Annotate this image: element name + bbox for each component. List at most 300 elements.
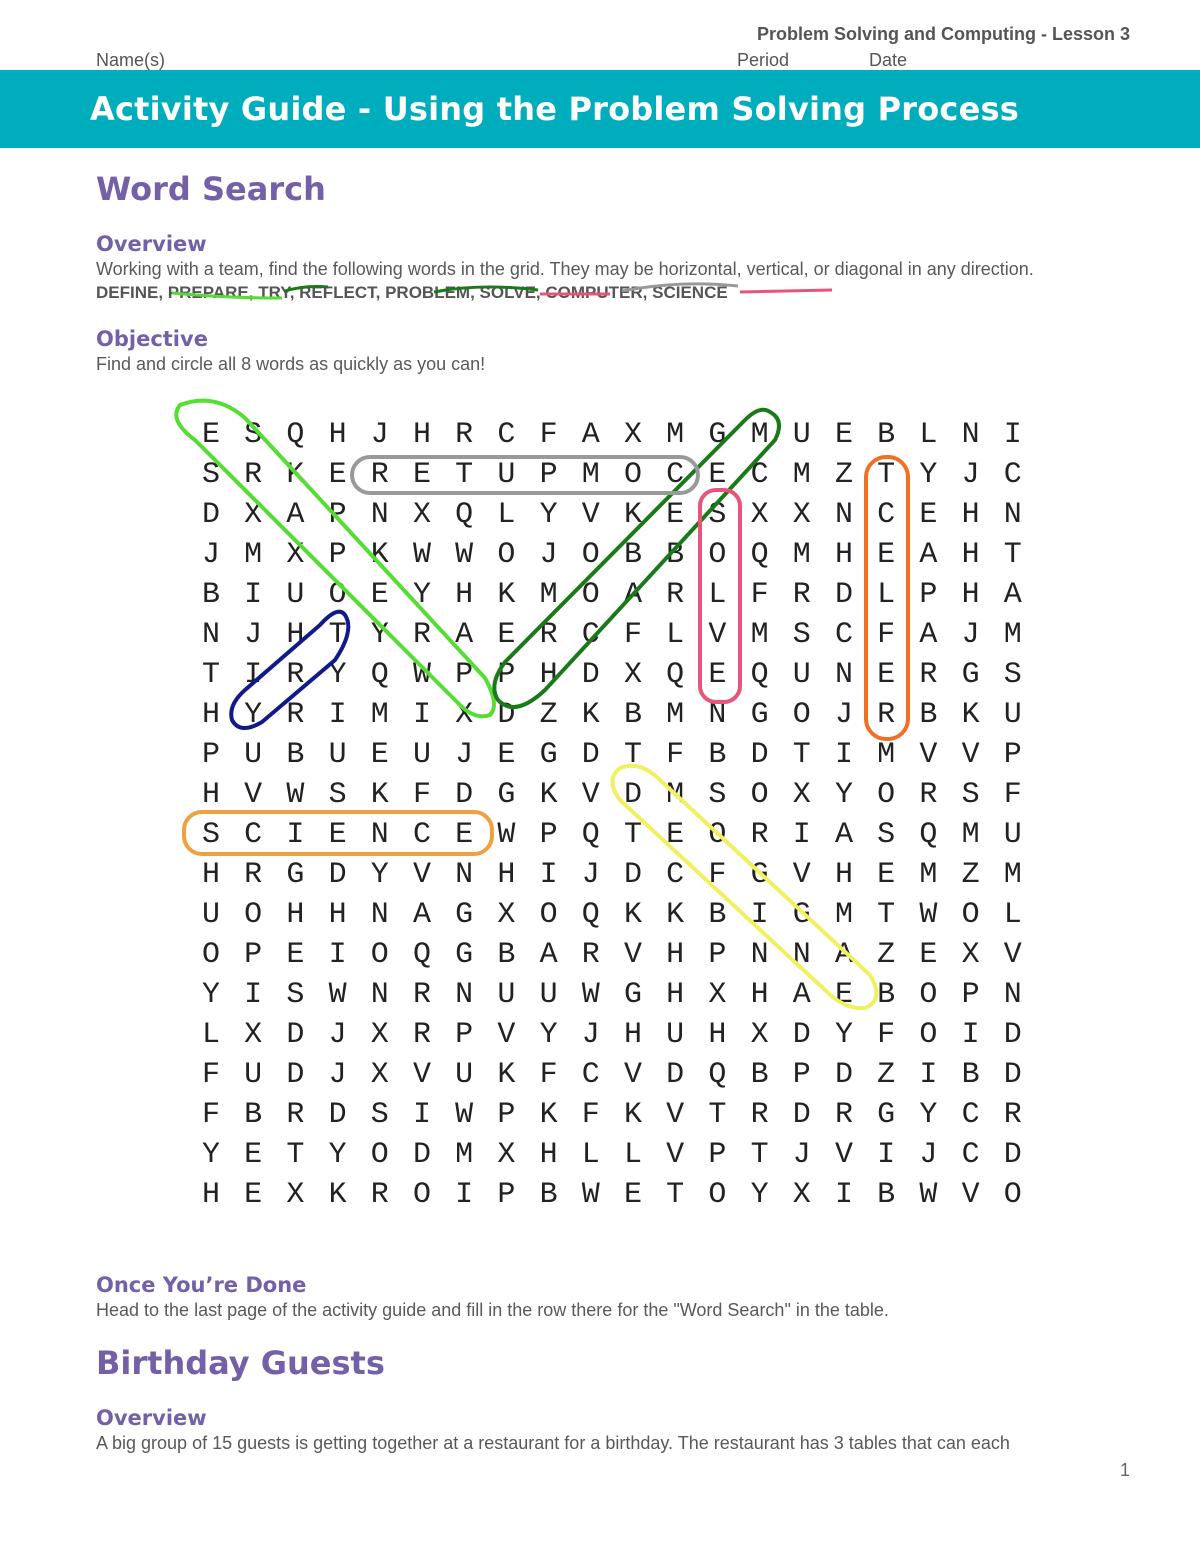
grid-letter: M <box>792 538 811 572</box>
grid-letter: M <box>750 418 769 452</box>
grid-letter: T <box>623 738 642 772</box>
grid-letter: G <box>497 778 516 812</box>
grid-letter: E <box>455 818 474 852</box>
grid-letter: V <box>623 1058 642 1092</box>
grid-letter: U <box>455 1058 474 1092</box>
grid-letter: H <box>623 1018 642 1052</box>
grid-letter: Z <box>877 938 896 972</box>
grid-letter: X <box>244 498 263 532</box>
grid-letter: P <box>792 1058 811 1092</box>
grid-letter: B <box>244 1098 263 1132</box>
grid-letter: R <box>244 458 263 492</box>
grid-letter: T <box>328 618 347 652</box>
grid-letter: T <box>750 1138 769 1172</box>
grid-letter: R <box>792 578 811 612</box>
grid-letter: B <box>539 1178 558 1212</box>
grid-letter: Y <box>834 1018 853 1052</box>
grid-letter: Q <box>750 658 769 692</box>
grid-letter: F <box>708 858 727 892</box>
word-search-overview-text: Working with a team, find the following words in the grid. They may be horizontal, vertical, or diagonal in any direction. <box>96 259 1034 279</box>
grid-letter: P <box>201 738 220 772</box>
grid-letter: W <box>497 818 516 852</box>
grid-letter: E <box>201 418 220 452</box>
grid-letter: J <box>539 538 558 572</box>
grid-letter: I <box>286 818 305 852</box>
grid-letter: X <box>497 898 516 932</box>
grid-letter: M <box>581 458 600 492</box>
grid-letter: P <box>961 978 980 1012</box>
grid-letter: C <box>877 498 896 532</box>
grid-letter: U <box>539 978 558 1012</box>
grid-letter: U <box>328 738 347 772</box>
grid-letter: V <box>961 738 980 772</box>
word-prepare: PREPARE <box>167 283 249 302</box>
grid-letter: N <box>1003 498 1022 532</box>
grid-letter: H <box>539 1138 558 1172</box>
grid-letter: V <box>792 858 811 892</box>
grid-letter: D <box>412 1138 431 1172</box>
grid-letter: O <box>370 938 389 972</box>
grid-letter: P <box>455 1018 474 1052</box>
grid-letter: I <box>412 1098 431 1132</box>
grid-letter: R <box>286 698 305 732</box>
grid-letter: T <box>455 458 474 492</box>
grid-letter: R <box>370 458 389 492</box>
grid-letter: V <box>666 1138 685 1172</box>
grid-letter: K <box>539 778 558 812</box>
grid-letter: S <box>708 498 727 532</box>
grid-letter: X <box>412 498 431 532</box>
grid-letter: W <box>412 538 431 572</box>
grid-letter: E <box>919 938 938 972</box>
grid-letter: P <box>497 658 516 692</box>
grid-letter: E <box>497 618 516 652</box>
grid-letter: U <box>286 578 305 612</box>
grid-letter: Q <box>581 898 600 932</box>
grid-letter: W <box>919 1178 938 1212</box>
grid-letter: Q <box>455 498 474 532</box>
grid-letter: E <box>497 738 516 772</box>
grid-letter: M <box>666 778 685 812</box>
grid-letter: Q <box>919 818 938 852</box>
grid-letter: D <box>666 1058 685 1092</box>
grid-letter: A <box>286 498 305 532</box>
word-reflect: REFLECT <box>299 283 376 302</box>
grid-letter: X <box>244 1018 263 1052</box>
grid-letter: F <box>877 618 896 652</box>
grid-letter: M <box>244 538 263 572</box>
grid-letter: R <box>370 1178 389 1212</box>
grid-letter: K <box>328 1178 347 1212</box>
grid-letter: S <box>286 978 305 1012</box>
grid-letter: I <box>834 738 853 772</box>
grid-letter: R <box>244 858 263 892</box>
grid-letter: T <box>666 1178 685 1212</box>
grid-letter: W <box>328 978 347 1012</box>
grid-letter: B <box>623 698 642 732</box>
grid-letter: N <box>455 858 474 892</box>
grid-letter: X <box>792 1178 811 1212</box>
grid-letter: S <box>708 778 727 812</box>
grid-letter: E <box>623 1178 642 1212</box>
grid-letter: H <box>455 578 474 612</box>
grid-letter: X <box>750 1018 769 1052</box>
grid-letter: M <box>877 738 896 772</box>
grid-letter: J <box>961 458 980 492</box>
grid-letter: X <box>961 938 980 972</box>
grid-letter: R <box>539 618 558 652</box>
grid-letter: D <box>792 1098 811 1132</box>
grid-letter: Q <box>708 1058 727 1092</box>
grid-letter: N <box>370 898 389 932</box>
grid-letter: W <box>412 658 431 692</box>
grid-letter: P <box>328 538 347 572</box>
grid-letter: E <box>286 938 305 972</box>
grid-letter: E <box>919 498 938 532</box>
grid-letter: T <box>708 1098 727 1132</box>
done-text: Head to the last page of the activity guide and fill in the row there for the "Word Search" in the table. <box>96 1300 889 1320</box>
grid-letter: O <box>497 538 516 572</box>
grid-letter: A <box>623 578 642 612</box>
grid-letter: N <box>370 978 389 1012</box>
grid-letter: O <box>244 898 263 932</box>
grid-letter: L <box>919 418 938 452</box>
grid-letter: O <box>370 1138 389 1172</box>
grid-letter: B <box>919 698 938 732</box>
grid-letter: G <box>455 898 474 932</box>
grid-letter: I <box>412 698 431 732</box>
grid-letter: B <box>877 418 896 452</box>
grid-letter: D <box>623 778 642 812</box>
grid-letter: F <box>539 418 558 452</box>
grid-letter: M <box>834 898 853 932</box>
grid-letter: I <box>1003 418 1022 452</box>
grid-letter: X <box>623 418 642 452</box>
grid-letter: M <box>455 1138 474 1172</box>
activity-guide-title: Activity Guide - Using the Problem Solving Process <box>90 90 1019 128</box>
grid-letter: Y <box>539 498 558 532</box>
grid-letter: B <box>708 738 727 772</box>
grid-letter: I <box>455 1178 474 1212</box>
grid-letter: R <box>750 1098 769 1132</box>
grid-letter: H <box>201 1178 220 1212</box>
grid-letter: K <box>539 1098 558 1132</box>
grid-letter: M <box>370 698 389 732</box>
grid-letter: V <box>412 858 431 892</box>
grid-letter: Y <box>370 618 389 652</box>
grid-letter: E <box>666 498 685 532</box>
grid-letter: N <box>750 938 769 972</box>
grid-letter: K <box>497 1058 516 1092</box>
grid-letter: J <box>961 618 980 652</box>
grid-letter: U <box>412 738 431 772</box>
grid-letter: G <box>539 738 558 772</box>
grid-letter: H <box>961 538 980 572</box>
grid-letter: V <box>919 738 938 772</box>
grid-letter: D <box>455 778 474 812</box>
grid-letter: O <box>708 818 727 852</box>
grid-letter: P <box>919 578 938 612</box>
grid-letter: X <box>455 698 474 732</box>
grid-letter: R <box>286 1098 305 1132</box>
grid-letter: Y <box>201 1138 220 1172</box>
grid-letter: D <box>581 738 600 772</box>
grid-letter: J <box>328 1018 347 1052</box>
grid-letter: I <box>244 978 263 1012</box>
grid-letter: O <box>792 698 811 732</box>
grid-letter: H <box>666 978 685 1012</box>
grid-letter: H <box>201 778 220 812</box>
grid-letter: F <box>539 1058 558 1092</box>
grid-letter: J <box>792 1138 811 1172</box>
grid-letter: B <box>877 1178 896 1212</box>
grid-letter: C <box>412 818 431 852</box>
grid-letter: A <box>581 418 600 452</box>
grid-letter: Z <box>539 698 558 732</box>
word-science: SCIENCE <box>652 283 728 302</box>
grid-letter: P <box>244 938 263 972</box>
grid-letter: I <box>244 658 263 692</box>
grid-letter: P <box>539 818 558 852</box>
word-list: DEFINE, PREPARE, TRY, REFLECT, PROBLEM, SOLVE, COMPUTER, SCIENCE <box>96 283 728 302</box>
word-computer: COMPUTER <box>545 283 643 302</box>
grid-letter: H <box>201 698 220 732</box>
grid-letter: M <box>539 578 558 612</box>
grid-letter: K <box>370 538 389 572</box>
grid-letter: H <box>961 498 980 532</box>
grid-letter: F <box>666 738 685 772</box>
word-try: TRY <box>258 283 290 302</box>
grid-letter: U <box>497 458 516 492</box>
grid-letter: U <box>666 1018 685 1052</box>
grid-letter: X <box>792 778 811 812</box>
grid-letter: J <box>370 418 389 452</box>
grid-letter: D <box>792 1018 811 1052</box>
grid-letter: C <box>497 418 516 452</box>
grid-letter: V <box>581 498 600 532</box>
period-label: Period <box>737 50 790 70</box>
grid-letter: K <box>497 578 516 612</box>
grid-letter: B <box>708 898 727 932</box>
grid-letter: T <box>201 658 220 692</box>
grid-letter: G <box>961 658 980 692</box>
grid-letter: O <box>1003 1178 1022 1212</box>
grid-letter: L <box>581 1138 600 1172</box>
grid-letter: H <box>328 418 347 452</box>
grid-letter: B <box>750 1058 769 1092</box>
grid-letter: H <box>539 658 558 692</box>
grid-letter: G <box>792 898 811 932</box>
grid-letter: Z <box>961 858 980 892</box>
grid-letter: H <box>201 858 220 892</box>
grid-letter: M <box>919 858 938 892</box>
grid-letter: R <box>412 1018 431 1052</box>
grid-letter: S <box>877 818 896 852</box>
grid-letter: K <box>961 698 980 732</box>
grid-letter: D <box>750 738 769 772</box>
birthday-guests-heading: Birthday Guests <box>96 1344 385 1382</box>
grid-letter: J <box>834 698 853 732</box>
grid-letter: I <box>244 578 263 612</box>
grid-letter: V <box>1003 938 1022 972</box>
objective-text: Find and circle all 8 words as quickly as you can! <box>96 354 486 374</box>
grid-letter: R <box>919 778 938 812</box>
grid-letter: P <box>708 1138 727 1172</box>
grid-letter: O <box>539 898 558 932</box>
grid-letter: S <box>201 818 220 852</box>
grid-letter: I <box>750 898 769 932</box>
grid-letter: N <box>370 818 389 852</box>
grid-letter: E <box>877 658 896 692</box>
grid-letter: C <box>961 1098 980 1132</box>
grid-letter: N <box>834 498 853 532</box>
grid-letter: V <box>581 778 600 812</box>
grid-letter: I <box>328 938 347 972</box>
grid-letter: N <box>834 658 853 692</box>
grid-letter: M <box>792 458 811 492</box>
date-label: Date <box>869 50 908 70</box>
grid-letter: U <box>201 898 220 932</box>
grid-letter: E <box>877 858 896 892</box>
grid-letter: C <box>581 618 600 652</box>
grid-letter: X <box>286 538 305 572</box>
grid-letter: G <box>455 938 474 972</box>
grid-letter: F <box>1003 778 1022 812</box>
grid-letter: O <box>328 578 347 612</box>
grid-letter: H <box>328 898 347 932</box>
grid-letter: C <box>244 818 263 852</box>
grid-letter: R <box>1003 1098 1022 1132</box>
grid-letter: F <box>581 1098 600 1132</box>
grid-letter: C <box>581 1058 600 1092</box>
grid-letter: A <box>834 818 853 852</box>
grid-letter: D <box>286 1058 305 1092</box>
grid-letter: Y <box>328 1138 347 1172</box>
grid-letter: A <box>455 618 474 652</box>
grid-letter: U <box>497 978 516 1012</box>
grid-letter: V <box>961 1178 980 1212</box>
grid-letter: M <box>961 818 980 852</box>
grid-letter: M <box>1003 618 1022 652</box>
grid-letter: H <box>286 898 305 932</box>
grid-letter: U <box>1003 818 1022 852</box>
done-heading: Once You’re Done <box>96 1273 307 1297</box>
grid-letter: Y <box>750 1178 769 1212</box>
word-solve: SOLVE <box>479 283 536 302</box>
grid-letter: N <box>1003 978 1022 1012</box>
grid-letter: I <box>792 818 811 852</box>
grid-letter: X <box>792 498 811 532</box>
grid-letter: I <box>834 1178 853 1212</box>
grid-letter: E <box>666 818 685 852</box>
grid-letter: T <box>877 898 896 932</box>
grid-letter: H <box>412 418 431 452</box>
grid-letter: Q <box>286 418 305 452</box>
grid-letter: E <box>244 1138 263 1172</box>
grid-letter: L <box>708 578 727 612</box>
grid-letter: P <box>497 1098 516 1132</box>
grid-letter: O <box>919 978 938 1012</box>
grid-letter: C <box>961 1138 980 1172</box>
grid-letter: N <box>370 498 389 532</box>
grid-letter: T <box>623 818 642 852</box>
grid-letter: H <box>834 538 853 572</box>
grid-letter: Q <box>412 938 431 972</box>
grid-letter: R <box>412 618 431 652</box>
grid-letter: R <box>750 818 769 852</box>
grid-letter: H <box>286 618 305 652</box>
grid-letter: W <box>286 778 305 812</box>
grid-letter: Y <box>834 778 853 812</box>
grid-letter: G <box>750 698 769 732</box>
grid-letter: M <box>1003 858 1022 892</box>
grid-letter: Y <box>412 578 431 612</box>
grid-letter: Q <box>370 658 389 692</box>
grid-letter: S <box>244 418 263 452</box>
grid-letter: H <box>834 858 853 892</box>
grid-letter: I <box>539 858 558 892</box>
grid-letter: H <box>750 978 769 1012</box>
grid-letter: K <box>623 898 642 932</box>
grid-letter: H <box>961 578 980 612</box>
grid-letter: L <box>497 498 516 532</box>
grid-letter: O <box>750 778 769 812</box>
grid-letter: U <box>244 1058 263 1092</box>
grid-letter: D <box>286 1018 305 1052</box>
grid-letter: L <box>877 578 896 612</box>
grid-letter: A <box>919 618 938 652</box>
grid-letter: H <box>708 1018 727 1052</box>
grid-letter: W <box>455 538 474 572</box>
grid-letter: B <box>666 538 685 572</box>
grid-letter: C <box>834 618 853 652</box>
grid-letter: N <box>201 618 220 652</box>
grid-letter: V <box>244 778 263 812</box>
grid-letter: F <box>201 1098 220 1132</box>
grid-letter: W <box>581 1178 600 1212</box>
grid-letter: J <box>919 1138 938 1172</box>
grid-letter: X <box>708 978 727 1012</box>
grid-letter: F <box>412 778 431 812</box>
grid-letter: M <box>666 418 685 452</box>
grid-letter: N <box>792 938 811 972</box>
grid-letter: P <box>455 658 474 692</box>
grid-letter: D <box>328 1098 347 1132</box>
grid-letter: Z <box>877 1058 896 1092</box>
grid-letter: O <box>581 578 600 612</box>
grid-letter: D <box>834 1058 853 1092</box>
grid-letter: X <box>370 1058 389 1092</box>
grid-letter: D <box>581 658 600 692</box>
grid-letter: L <box>666 618 685 652</box>
grid-letter: F <box>201 1058 220 1092</box>
grid-letter: W <box>919 898 938 932</box>
grid-letter: U <box>1003 698 1022 732</box>
grid-letter: A <box>1003 578 1022 612</box>
grid-letter: N <box>961 418 980 452</box>
grid-letter: O <box>412 1178 431 1212</box>
grid-letter: H <box>497 858 516 892</box>
grid-letter: B <box>286 738 305 772</box>
grid-letter: B <box>961 1058 980 1092</box>
grid-letter: O <box>708 1178 727 1212</box>
grid-letter: E <box>244 1178 263 1212</box>
grid-letter: M <box>750 618 769 652</box>
grid-letter: B <box>877 978 896 1012</box>
grid-letter: P <box>497 1178 516 1212</box>
grid-letter: W <box>455 1098 474 1132</box>
grid-letter: D <box>328 858 347 892</box>
